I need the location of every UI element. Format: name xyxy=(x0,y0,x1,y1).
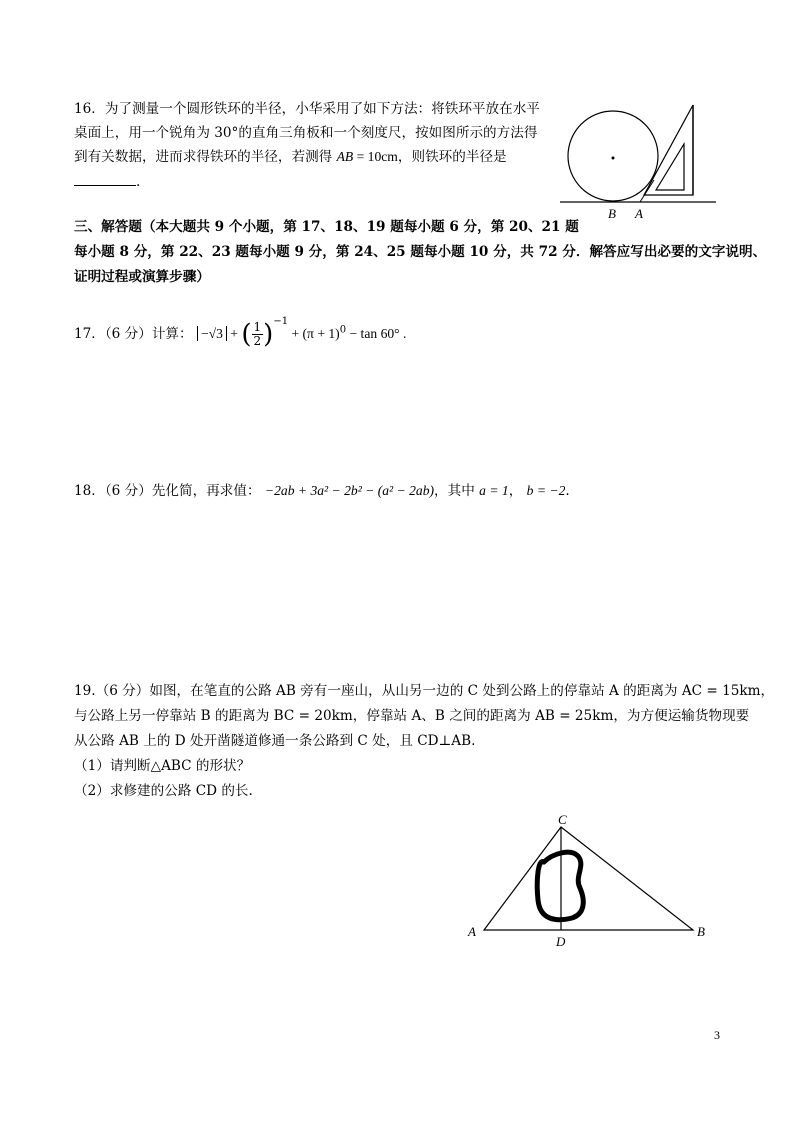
mountain-shape xyxy=(537,852,583,919)
q18-cond-b: b = −2 xyxy=(526,483,566,498)
q17-tail: − tan 60° . xyxy=(346,326,407,341)
q18-cond-a: a = 1 xyxy=(479,483,509,498)
q16-end-period: . xyxy=(136,174,141,190)
q16-line3-pre: 到有关数据，进而求得铁环的半径，若测得 xyxy=(74,149,333,165)
triangle-abc xyxy=(484,827,693,930)
page-number: 3 xyxy=(714,1028,720,1042)
q16-ab-value: = 10cm xyxy=(353,149,398,164)
label-d: D xyxy=(556,934,566,949)
q17: 17．（6 分）计算： −√3 + ( $\frac{1}{2}$ )$^{-1} + (\pi + 1)^0 - \tan 60^\circ$ . xyxy=(74,316,407,350)
section3-line1: 三、解答题（本大题共 9 个小题，第 17、18、19 题每小题 6 分，第 20、21 题 xyxy=(74,219,579,235)
q19-sub2: （2）求修建的公路 CD 的长. xyxy=(74,783,253,799)
q18-mid: ，其中 xyxy=(434,483,475,499)
q17-paren2: (π + 1) xyxy=(302,326,340,341)
q17-abs-value: −√3 xyxy=(197,326,227,341)
q18-sep: ， xyxy=(508,483,523,499)
q18-end: . xyxy=(565,483,570,499)
q16-line1: 16．为了测量一个圆形铁环的半径，小华采用了如下方法：将铁环平放在水平 xyxy=(74,101,540,117)
q16-line3 xyxy=(74,148,507,166)
q17-plus1: + xyxy=(226,326,242,341)
label-b: B xyxy=(608,206,616,221)
q17-fraction xyxy=(252,321,264,348)
section3-line2: 每小题 8 分，第 22、23 题每小题 9 分，第 24、25 题每小题 10 分，共 72 分．解答应写出必要的文字说明、 xyxy=(74,244,767,260)
q19-sub1: （1）请判断△ABC 的形状？ xyxy=(74,758,251,774)
q18 xyxy=(74,482,570,500)
label-a: A xyxy=(635,206,643,221)
section3-line3: 证明过程或演算步骤） xyxy=(74,269,210,285)
q16-line2: 桌面上，用一个锐角为 30°的直角三角板和一个刻度尺，按如图所示的方法得 xyxy=(74,125,538,141)
q19-figure xyxy=(460,810,720,955)
q18-prefix: 18．（6 分）先化简，再求值： xyxy=(74,483,261,499)
q17-frac-num: 1 xyxy=(253,320,262,334)
q16-answer-blank[interactable] xyxy=(74,172,136,186)
q17-plus2: + xyxy=(288,326,303,341)
label-c: C xyxy=(558,812,567,827)
label-a: A xyxy=(468,924,476,939)
set-square-outer xyxy=(644,105,693,195)
ring-center-dot xyxy=(612,157,615,160)
iron-ring-circle xyxy=(568,111,658,201)
q16-answer-line xyxy=(74,172,140,191)
q16-ab-symbol: AB xyxy=(336,149,354,164)
q16-figure xyxy=(560,100,720,224)
q16-line3-post: ，则铁环的半径是 xyxy=(397,149,507,165)
q19-line1: 19.（6 分）如图，在笔直的公路 AB 旁有一座山，从山另一边的 C 处到公路上的停靠站 A 的距离为 AC = 15km， xyxy=(74,683,775,699)
q17-frac-den: 2 xyxy=(253,334,262,348)
q19-line2: 与公路上另一停靠站 B 的距离为 BC = 20km，停靠站 A、B 之间的距离为 AB = 25km，为方便运输货物现要 xyxy=(74,708,750,724)
q19-line3: 从公路 AB 上的 D 处开凿隧道修通一条公路到 C 处，且 CD⊥AB. xyxy=(74,733,476,749)
q17-exp1: −1 xyxy=(273,316,289,327)
q17-exp2: 0 xyxy=(339,324,347,336)
q18-expression: −2ab + 3a² − 2b² − (a² − 2ab) xyxy=(264,483,435,498)
q17-prefix: 17．（6 分）计算： xyxy=(74,326,193,342)
label-b: B xyxy=(697,924,705,939)
set-square-inner xyxy=(656,144,684,190)
